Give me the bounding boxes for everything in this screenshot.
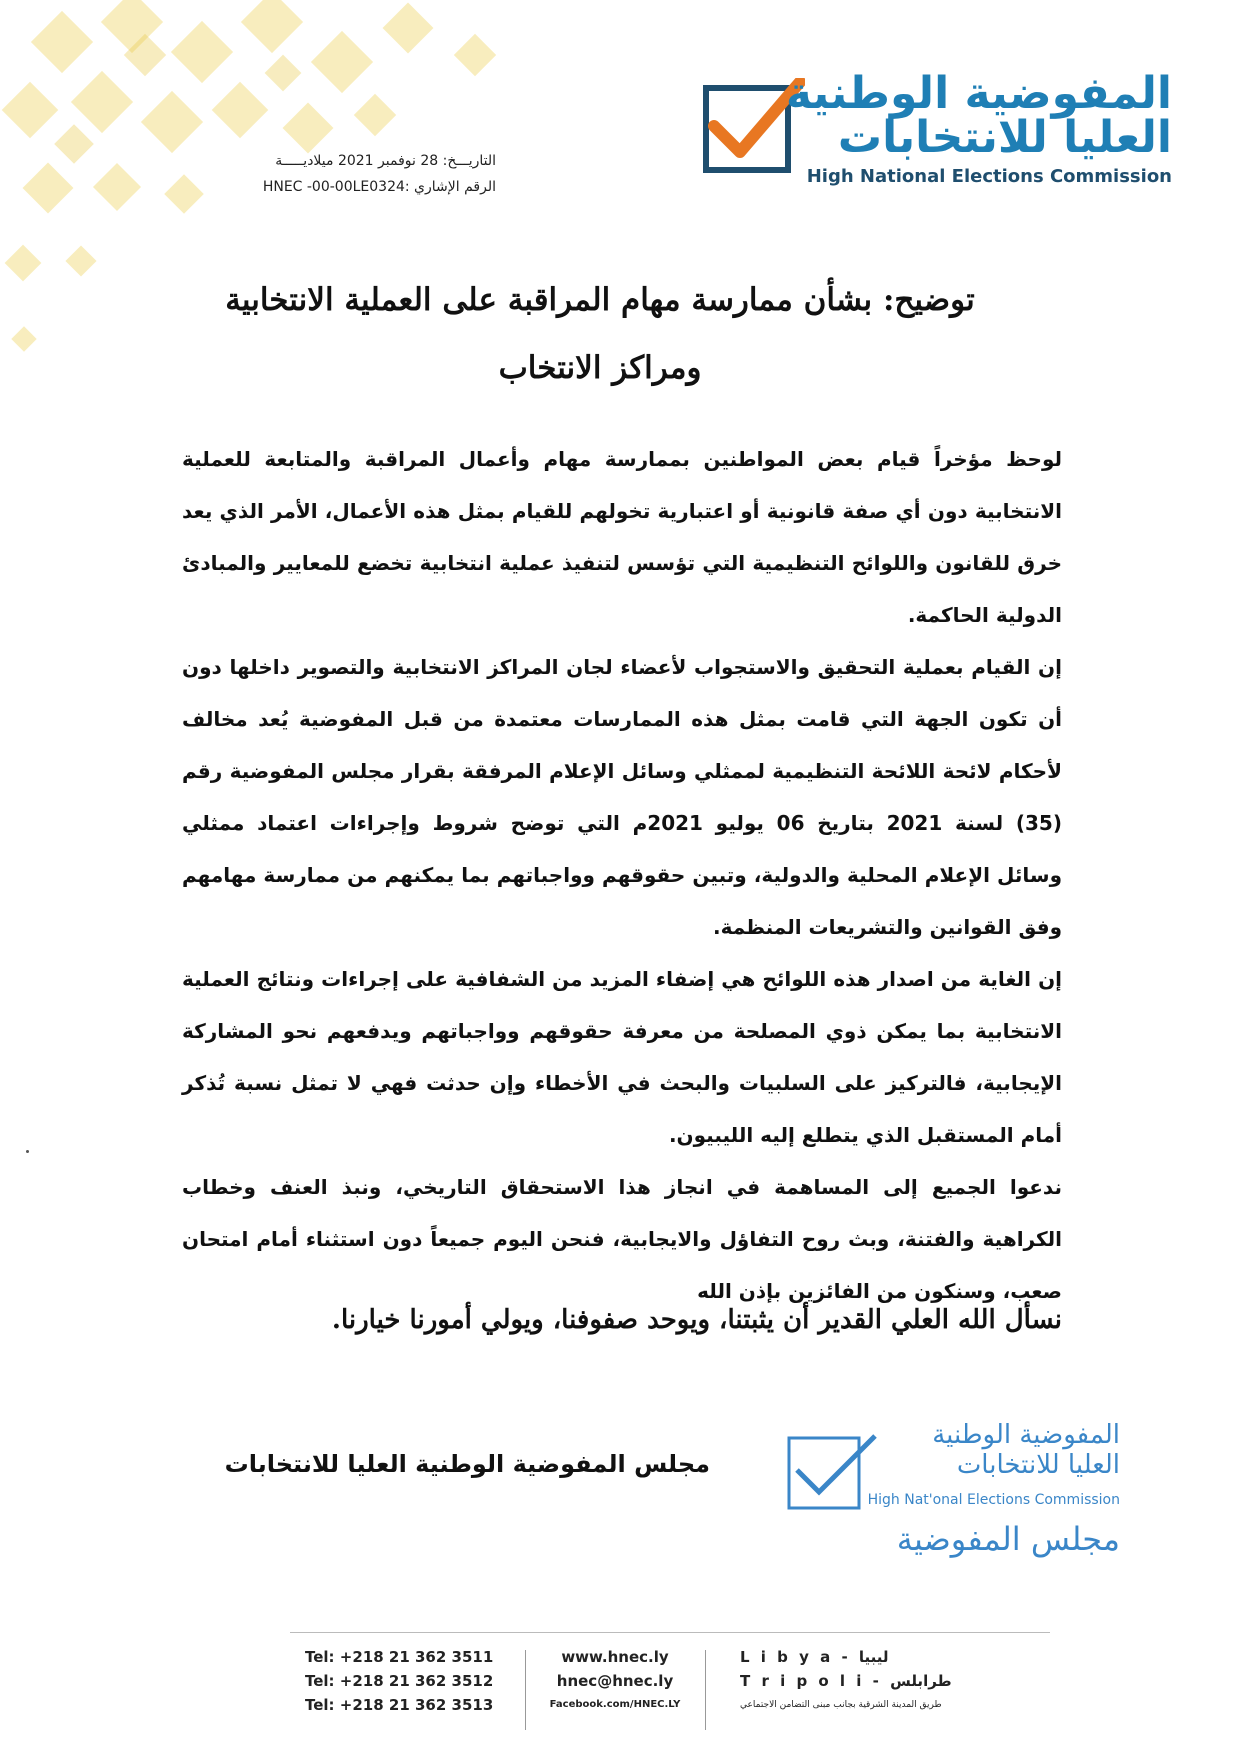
official-stamp	[760, 1420, 1120, 1570]
reference-number: الرقم الإشاري :HNEC -00-00LE0324	[262, 179, 496, 195]
footer-location	[740, 1645, 952, 1717]
document-meta	[263, 148, 496, 200]
paragraph-2: إن القيام بعملية التحقيق والاستجواب لأعضاء لجان المراكز الانتخابية والتصوير داخلها دون أن تكون الجهة التي قامت بمثل هذه الممارسات معتمدة من قبل المفوضية يُعد مخالف لأحكام لائحة اللائحة التنظيمية لممثلي وسائل الإعلام المرفقة بقرار مجلس المفوضية رقم (35) لسنة 2021 بتاريخ 06 يوليو 2021م التي توضح شروط وإجراءات اعتماد ممثلي وسائل الإعلام المحلية والدولية، وتبين حقوقهم وواجباتهم بما يمكنهم من ممارسة مهامهم وفق القوانين والتشريعات المنظمة.	[182, 655, 1062, 939]
closing-prayer: نسأل الله العلي القدير أن يثبتنا، ويوحد صفوفنا، ويولي أمورنا خيارنا.	[331, 1305, 1062, 1335]
document-date: التاريـــخ: 28 نوفمبر 2021 ميلاديـــــة	[275, 153, 496, 169]
stamp-arabic-line2: العليا للانتخابات	[956, 1450, 1120, 1480]
stamp-english: High Nat'onal Elections Commission	[867, 1492, 1120, 1508]
footer-phones	[305, 1645, 493, 1717]
footer-divider	[290, 1632, 1050, 1633]
scan-speck	[26, 1150, 29, 1153]
address: طريق المدينة الشرقية بجانب مبنى التضامن الاجتماعي	[740, 1700, 942, 1710]
logo-english: High National Elections Commission	[806, 166, 1172, 187]
stamp-arabic-line1: المفوضية الوطنية	[932, 1420, 1120, 1450]
footer-vertical-divider	[705, 1650, 706, 1730]
phone-2: Tel: +218 21 362 3512	[305, 1672, 494, 1690]
paragraph-3: إن الغاية من اصدار هذه اللوائح هي إضفاء المزيد من الشفافية على إجراءات ونتائج العملية الانتخابية بما يمكن ذوي المصلحة من معرفة حقوقهم وواجباتهم ويدفعهم نحو المشاركة الإيجابية، فالتركيز على السلبيات والبحث في الأخطاء وإن حدثت فهي لا تمثل نسبة تُذكر أمام المستقبل الذي يتطلع إليه الليبيون.	[182, 967, 1062, 1147]
city: T r i p o l i - طرابلس	[740, 1672, 952, 1690]
page-title-line2: ومراكز الانتخاب	[498, 350, 702, 386]
phone-3: Tel: +218 21 362 3513	[305, 1696, 494, 1714]
facebook-link[interactable]: Facebook.com/HNEC.LY	[549, 1699, 681, 1710]
paragraph-4: ندعوا الجميع إلى المساهمة في انجاز هذا الاستحقاق التاريخي، ونبذ العنف وخطاب الكراهية والفتنة، وبث روح التفاؤل والايجابية، فنحن اليوم جميعاً دون استثناء أمام امتحان صعب، وسنكون من الفائزين بإذن الله	[182, 1175, 1062, 1303]
hnec-logo	[700, 70, 1180, 190]
signature-council: مجلس المفوضية الوطنية العليا للانتخابات	[224, 1450, 710, 1478]
stamp-check-icon	[785, 1432, 880, 1512]
stamp-council: مجلس المفوضية	[896, 1520, 1120, 1558]
paragraph-1: لوحظ مؤخراً قيام بعض المواطنين بممارسة مهام وأعمال المراقبة والمتابعة للعملية الانتخابية دون أي صفة قانونية أو اعتبارية تخولهم للقيام بمثل هذه الأعمال، الأمر الذي يعد خرق للقانون واللوائح التنظيمية التي تؤسس لتنفيذ عملية انتخابية تخضع للمعايير والمبادئ الدولية الحاكمة.	[182, 447, 1062, 627]
logo-arabic-line1: المفوضية الوطنية	[785, 68, 1172, 119]
email-link[interactable]: hnec@hnec.ly	[556, 1672, 674, 1690]
footer-web	[540, 1645, 690, 1717]
logo-arabic-line2: العليا للانتخابات	[837, 112, 1172, 163]
footer-vertical-divider	[525, 1650, 526, 1730]
website-link[interactable]: www.hnec.ly	[561, 1648, 669, 1666]
country: L i b y a - ليبيا	[740, 1648, 889, 1666]
document-body	[182, 433, 1062, 1317]
page-title: توضيح: بشأن ممارسة مهام المراقبة على العملية الانتخابية	[225, 282, 975, 318]
phone-1: Tel: +218 21 362 3511	[305, 1648, 494, 1666]
